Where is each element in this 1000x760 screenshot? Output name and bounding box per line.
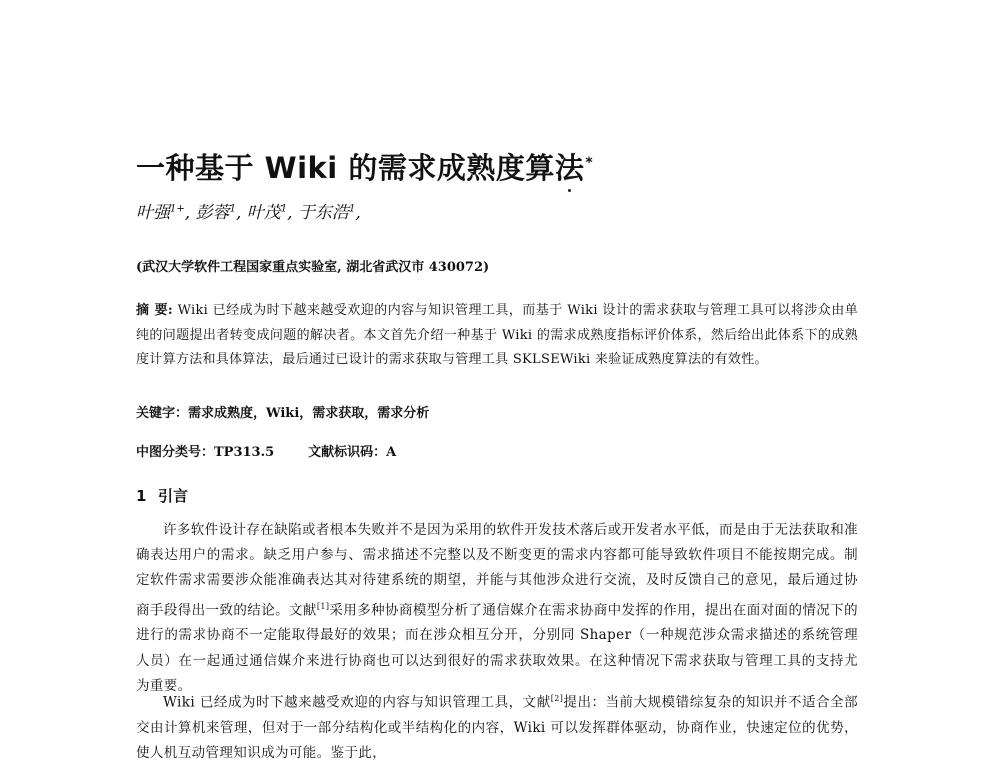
scan-dot [568, 189, 571, 192]
author-affil-mark: 1 [229, 203, 236, 215]
author-name: 叶强 [136, 203, 170, 223]
paragraph-text: 许多软件设计存在缺陷或者根本失败并不是因为采用的软件开发技术落后或开发者水平低，而是由于无法获取和准确表达用户的需求。缺乏用户参与、需求描述不完整以及不断变更的需求内容都可能导致软件项目不能按期完成。制定软件需求需要涉众能准确表达其对待建系统的期望，并能与其他涉众进行交流，及时反馈自己的意见，最后通过协商手段得出一致的结论。文献 [136, 522, 858, 619]
body-paragraph [136, 518, 858, 699]
author-name: 于东浩 [297, 203, 349, 223]
clc-number: 中图分类号：TP313.5 [136, 445, 275, 460]
paragraph-text: 提出：当前大规模错综复杂的知识并不适合全部交由计算机来管理，但对于一部分结构化或半结构化的内容，Wiki 可以发挥群体驱动，协商作业，快速定位的优势，使人机互动管理知识成为可能。鉴于此， [136, 694, 858, 760]
title-text: 一种基于 Wiki 的需求成熟度算法 [136, 151, 585, 185]
paragraph-text: 采用多种协商模型分析了通信媒介在需求协商中发挥的作用，提出在面对面的情况下的进行的需求协商不一定能取得最好的效果；而在涉众相互分开，分别同 Shaper（一种规范涉众需求描述的系统管理人员）在一起通过通信媒介来进行协商也可以达到很好的需求获取效果。在这种情况下需求获取与管理工具的支持尤为重要。 [136, 602, 858, 694]
section-heading [136, 485, 188, 506]
body-paragraph [136, 686, 858, 760]
author-affil-mark: 1 [280, 203, 288, 215]
author-list: 叶强$^{1+}$, 彭蓉$^1$, 叶茂$^1$, 于东浩$^1$, [136, 203, 361, 223]
paper-title [136, 146, 593, 187]
title-footnote-mark: * [585, 155, 594, 172]
author-list-trailing: , [355, 203, 361, 223]
citation-ref: [1] [316, 601, 330, 611]
abstract-text: Wiki 已经成为时下越来越受欢迎的内容与知识管理工具，而基于 Wiki 设计的需求获取与管理工具可以将涉众由单纯的问题提出者转变成问题的解决者。本文首先介绍一种基于 Wiki 的需求成熟度指标评价体系，然后给出此体系下的成熟度计算方法和具体算法，最后通过已设计的需求获取与管理工具 SKLSEWiki 来验证成熟度算法的有效性。 [136, 303, 858, 367]
author-affil-mark: 1 [348, 203, 356, 215]
classification-line [136, 441, 396, 460]
author-name: 彭蓉 [195, 203, 230, 223]
citation-ref: [2] [550, 694, 564, 703]
section-number: 1 [136, 487, 147, 505]
author-name: 叶茂 [246, 203, 281, 223]
section-title: 引言 [158, 487, 189, 505]
affiliation: (武汉大学软件工程国家重点实验室, 湖北省武汉市 430072) [136, 260, 490, 275]
author-affil-mark: 1+ [170, 203, 185, 215]
keywords: 关键字：需求成熟度，Wiki，需求获取，需求分析 [136, 406, 430, 421]
abstract-label: 摘 要: [136, 303, 174, 318]
document-code: 文献标识码：A [308, 445, 397, 460]
abstract [136, 299, 858, 373]
paragraph-text: Wiki 已经成为时下越来越受欢迎的内容与知识管理工具，文献 [163, 694, 551, 711]
